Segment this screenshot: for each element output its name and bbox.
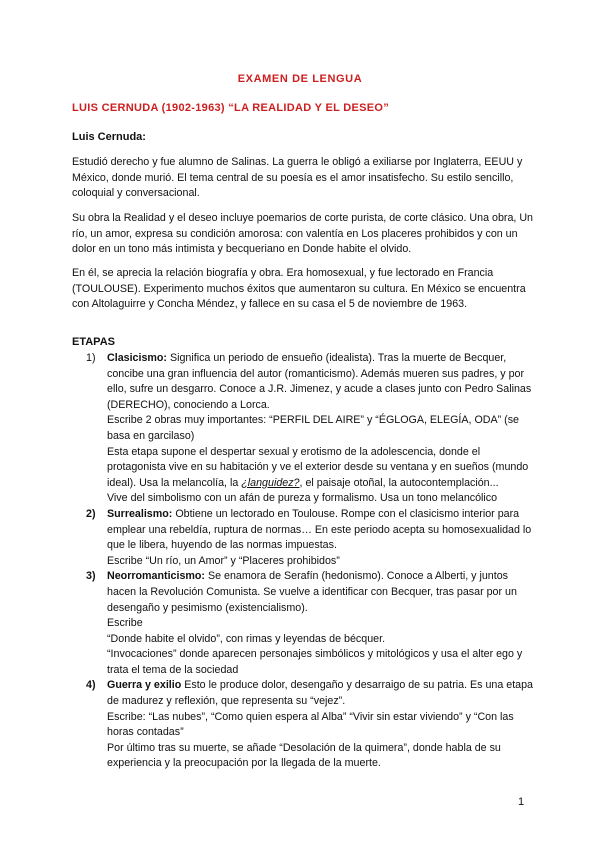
stage-line: Vive del simbolismo con un afán de pureza y formalismo. Usa un tono melancólico: [107, 492, 498, 505]
document-title: EXAMEN DE LENGUA: [237, 73, 363, 85]
paragraph-biography: Estudió derecho y fue alumno de Salinas. La guerra le obligó a exiliarse por Inglaterra, EEUU y México, donde murió. El tema central de su poesía es el amor insatisfecho. Su estilo sencillo, coloquial y conversacional.: [72, 156, 523, 200]
stage-text: Esto le produce dolor, desengaño y desarraigo de su patria. Es una etapa de madurez y reflexión, que representa su “vejez”.: [107, 679, 534, 708]
stage-number: 4): [86, 679, 96, 692]
stage-text: Se enamora de Serafín (hedonismo). Conoce a Alberti, y juntos hacen la Revolución Comunista. Se vuelve a identificar con Becquer, tras pasar por un desengaño y pesimismo (existencialismo).: [107, 570, 517, 614]
stage-text: Obtiene un lectorado en Toulouse. Rompe con el clasicismo interior para emplear una rebeldía, ruptura de normas… En este periodo acepta su homosexualidad lo que le libera, huyendo de las normas impuestas.: [107, 507, 532, 552]
stage-label: Neorromanticismo:: [107, 570, 205, 583]
stage-label: Surrealismo:: [107, 507, 173, 520]
stage-line-languidez: Esta etapa supone el despertar sexual y erotismo de la adolescencia, donde el protagonista vive en su habitación y ve el exterior desde su ventana y en sueños (mundo ideal). Usa la melancolía, la ¿languidez?, el paisaje otoñal, la autocontemplación...: [107, 445, 529, 489]
author-heading: Luis Cernuda:: [72, 131, 146, 143]
stage-label: Clasicismo:: [107, 352, 167, 364]
stage-line: Escribe “Un río, un Amor” y “Placeres prohibidos”: [107, 554, 340, 567]
languidez-link: ¿languidez?: [241, 476, 300, 489]
stage-item-neorromanticismo: [86, 569, 534, 678]
stage-line: Escribe: [107, 617, 143, 630]
stage-line: Por último tras su muerte, se añade “Desolación de la quimera”, donde habla de su experiencia y la preocupación por la llegada de la muerte.: [107, 741, 501, 770]
stage-number: 2): [86, 507, 96, 520]
document-subtitle: LUIS CERNUDA (1902-1963) “LA REALIDAD Y EL DESEO”: [72, 102, 390, 114]
stage-item-clasicismo: [86, 351, 534, 507]
stages-heading: ETAPAS: [72, 336, 115, 348]
stage-text: Significa un periodo de ensueño (idealista). Tras la muerte de Becquer, concibe una gran influencia del autor (romanticismo). Además mueren sus padres, y por ello, sufre un desgarro. Conoce a J.R. Jimenez, y acude a clases junto con Pedro Salinas (DERECHO), conociendo a Lorca.: [107, 352, 532, 411]
stage-number: 1): [86, 352, 96, 364]
stage-number: 3): [86, 570, 96, 583]
stage-item-surrealismo: [86, 507, 534, 569]
stage-item-guerra-exilio: [86, 678, 534, 772]
stage-line: “Invocaciones” donde aparecen personajes simbólicos y mitológicos y usa el alter ego y trata el tema de la sociedad: [107, 648, 523, 676]
stage-label: Guerra y exilio: [107, 679, 182, 692]
stage-line: Escribe 2 obras muy importantes: “PERFIL DEL AIRE” y “ÉGLOGA, ELEGÍA, ODA” (se basa en garcilaso): [107, 414, 519, 442]
stage-line: “Donde habite el olvido”, con rimas y leyendas de bécquer.: [107, 632, 386, 645]
paragraph-work: Su obra la Realidad y el deseo incluye poemarios de corte purista, de corte clásico. Una obra, Un río, un amor, expresa su condición amorosa: con valentía en Los placeres prohibidos y con un dolor en un tono más intimista y becqueriano en Donde habite el olvido.: [72, 212, 534, 256]
stages-list: [86, 351, 534, 772]
paragraph-life: En él, se aprecia la relación biografía y obra. Era homosexual, y fue lectorado en Francia (TOULOUSE). Experimento muchos éxitos que aumentaron su cultura. En México se encuentra con Altolaguirre y Concha Méndez, y fallece en su casa el 5 de noviembre de 1963.: [72, 267, 526, 311]
stage-line: Escribe: “Las nubes”, “Como quien espera al Alba” “Vivir sin estar viviendo” y “Con las horas contadas”: [107, 710, 514, 739]
page-number: 1: [518, 796, 525, 808]
